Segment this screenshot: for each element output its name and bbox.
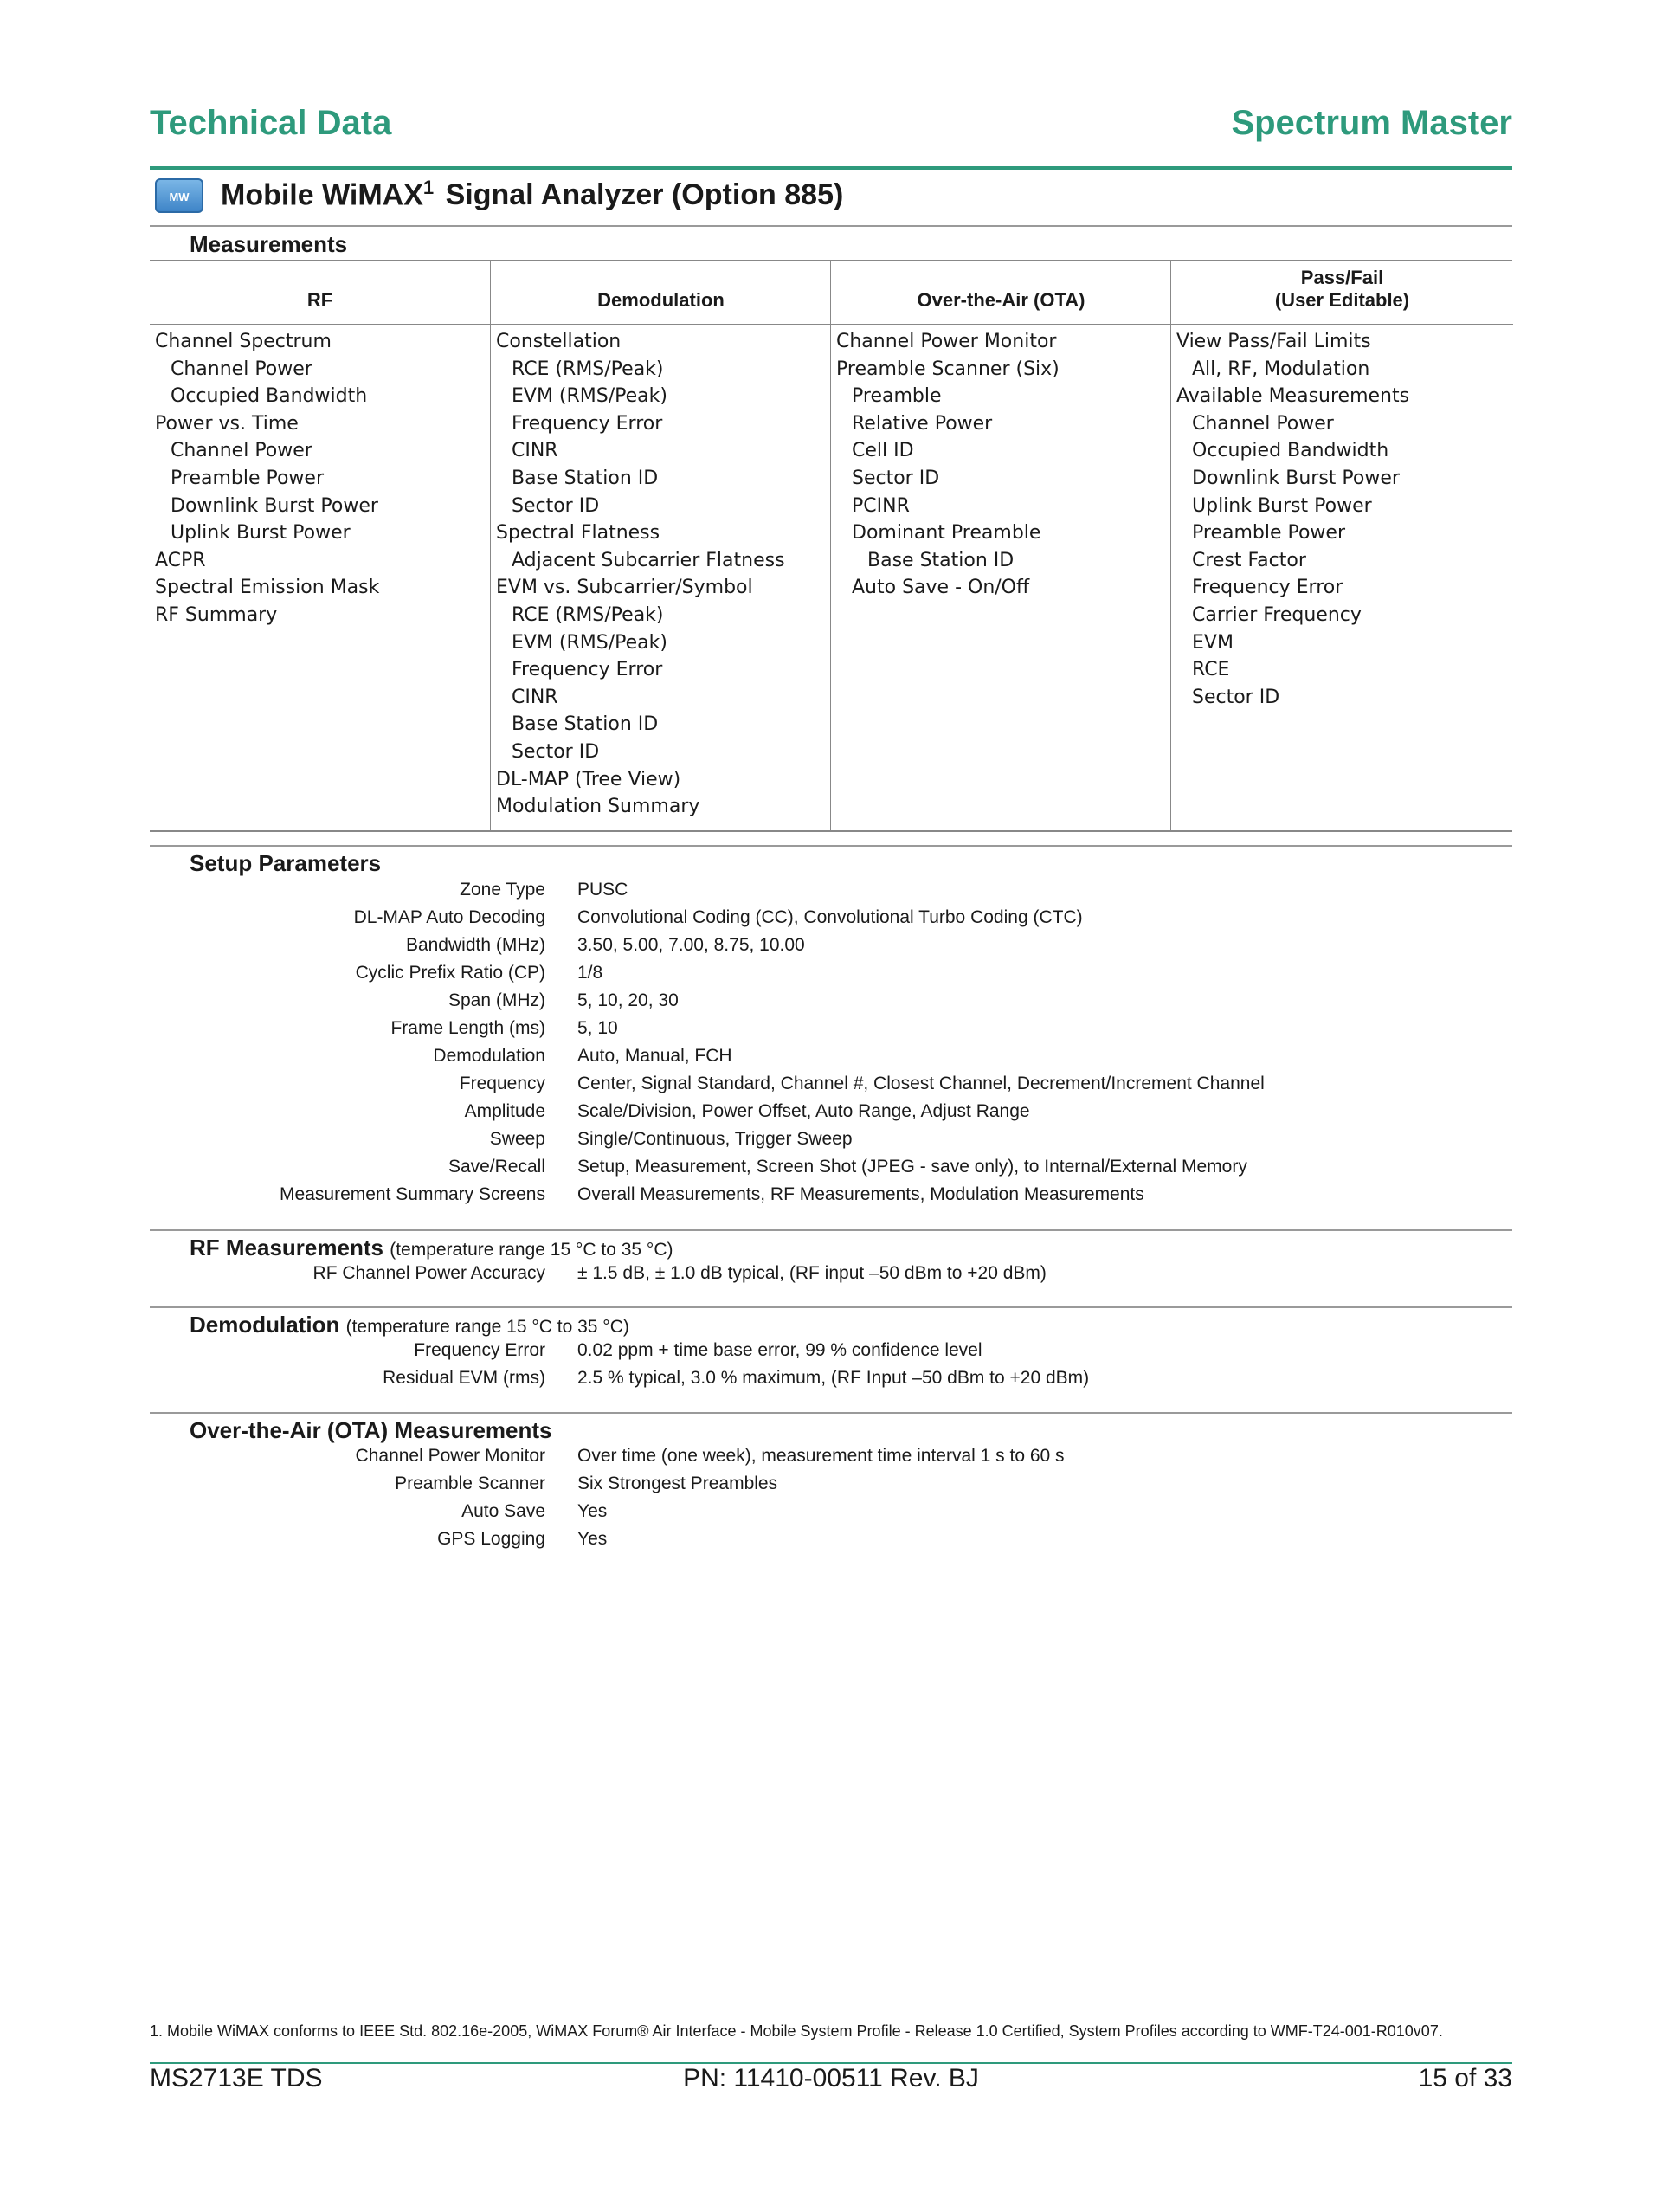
measurement-item: Channel Power Monitor: [836, 331, 1057, 352]
column-header: [831, 261, 1171, 325]
footer-part-number: PN: 11410-00511 Rev. BJ: [683, 2064, 979, 2093]
measurement-item: Preamble Power: [1192, 522, 1346, 545]
measurement-item: Downlink Burst Power: [1192, 467, 1400, 489]
measurement-item: Frequency Error: [1192, 577, 1343, 599]
spec-value: 3.50, 5.00, 7.00, 8.75, 10.00: [577, 935, 805, 955]
measurement-item: Spectral Emission Mask: [155, 577, 380, 599]
spec-value: 2.5 % typical, 3.0 % maximum, (RF Input –50 dBm to +20 dBm): [577, 1368, 1090, 1388]
spec-label: Measurement Summary Screens: [280, 1184, 545, 1204]
measurement-item: Adjacent Subcarrier Flatness: [512, 549, 785, 571]
measurements-table: [150, 260, 1512, 832]
spec-row: [150, 1018, 1512, 1046]
section-title-part2: Signal Analyzer (Option 885): [445, 178, 844, 212]
measurement-item: Sector ID: [512, 740, 600, 763]
column-items: [155, 328, 379, 629]
spec-value: Setup, Measurement, Screen Shot (JPEG - save only), to Internal/External Memory: [577, 1157, 1247, 1177]
divider: [150, 225, 1512, 227]
spec-label: Cyclic Prefix Ratio (CP): [355, 963, 545, 983]
spec-label: GPS Logging: [437, 1529, 545, 1549]
measurement-item: Uplink Burst Power: [171, 522, 351, 545]
page: [150, 0, 1512, 2212]
spec-value: Over time (one week), measurement time interval 1 s to 60 s: [577, 1446, 1065, 1466]
spec-label: Span (MHz): [448, 990, 545, 1010]
measurement-item: Occupied Bandwidth: [171, 385, 368, 408]
rf-measurements-heading: [190, 1235, 673, 1261]
divider: [150, 1229, 1512, 1231]
spec-value: Convolutional Coding (CC), Convolutional Turbo Coding (CTC): [577, 907, 1083, 927]
demodulation-column: [490, 261, 831, 830]
spec-row: [150, 1129, 1512, 1157]
spec-label: Sweep: [489, 1129, 545, 1149]
divider: [150, 845, 1512, 847]
measurement-item: Sector ID: [1192, 686, 1280, 708]
measurement-item: RF Summary: [155, 603, 278, 626]
measurement-item: Auto Save - On/Off: [852, 577, 1030, 599]
measurement-item: RCE (RMS/Peak): [512, 603, 664, 626]
measurement-item: EVM: [1192, 631, 1234, 654]
measurement-item: Modulation Summary: [496, 796, 700, 818]
header-left-title: Technical Data: [150, 104, 392, 142]
setup-heading: Setup Parameters: [190, 850, 382, 876]
measurement-item: Crest Factor: [1192, 549, 1306, 571]
measurement-item: Preamble Scanner (Six): [836, 358, 1060, 380]
spec-row: [150, 907, 1512, 935]
measurement-item: Downlink Burst Power: [171, 494, 378, 517]
spec-value: Overall Measurements, RF Measurements, Modulation Measurements: [577, 1184, 1144, 1204]
measurement-item: Base Station ID: [512, 713, 659, 736]
spec-value: ± 1.5 dB, ± 1.0 dB typical, (RF input –50 dBm to +20 dBm): [577, 1263, 1047, 1283]
spec-label: Frequency Error: [414, 1340, 545, 1360]
spec-row: [150, 990, 1512, 1018]
measurement-item: Frequency Error: [512, 412, 663, 435]
pass-fail-column: [1170, 261, 1513, 830]
measurement-item: Base Station ID: [512, 467, 659, 489]
measurement-item: Dominant Preamble: [852, 522, 1041, 545]
rf-column: [150, 261, 490, 830]
spec-row: [150, 1184, 1512, 1212]
spec-row: [150, 1340, 1512, 1368]
spec-value: 1/8: [577, 963, 603, 983]
footer-doc-id: MS2713E TDS: [150, 2064, 323, 2093]
page-header: [150, 104, 1512, 170]
spec-value: 5, 10, 20, 30: [577, 990, 679, 1010]
measurement-item: Uplink Burst Power: [1192, 494, 1372, 517]
spec-label: Auto Save: [461, 1501, 545, 1521]
column-header-line1: Demodulation: [597, 289, 725, 311]
divider: [150, 1412, 1512, 1414]
spec-row: [150, 1446, 1512, 1474]
measurement-item: RCE (RMS/Peak): [512, 358, 664, 380]
spec-value: Single/Continuous, Trigger Sweep: [577, 1129, 853, 1149]
column-items: [1176, 328, 1409, 711]
spec-label: Zone Type: [460, 880, 545, 900]
spec-value: Yes: [577, 1501, 608, 1521]
spec-row: [150, 1501, 1512, 1529]
spec-row: [150, 1529, 1512, 1557]
measurement-item: EVM (RMS/Peak): [512, 631, 667, 654]
demodulation-title: Demodulation: [190, 1312, 340, 1338]
measurement-item: Sector ID: [852, 467, 940, 489]
temperature-note: (temperature range 15 °C to 35 °C): [345, 1317, 629, 1337]
spec-row: [150, 1474, 1512, 1501]
temperature-note: (temperature range 15 °C to 35 °C): [390, 1240, 673, 1260]
measurements-heading: Measurements: [190, 231, 348, 257]
measurement-item: CINR: [512, 686, 558, 708]
spec-row: [150, 1074, 1512, 1101]
column-items: [836, 328, 1060, 602]
spec-row: [150, 1157, 1512, 1184]
measurement-item: Preamble: [852, 385, 942, 408]
measurement-item: Carrier Frequency: [1192, 603, 1362, 626]
measurement-item: Channel Power: [171, 358, 312, 380]
measurement-item: View Pass/Fail Limits: [1176, 331, 1371, 352]
spec-label: Preamble Scanner: [395, 1474, 545, 1493]
spec-value: PUSC: [577, 880, 628, 900]
spec-row: [150, 880, 1512, 907]
measurement-item: Power vs. Time: [155, 412, 299, 435]
spec-label: Bandwidth (MHz): [405, 935, 545, 955]
measurement-item: CINR: [512, 440, 558, 462]
spec-label: Frequency: [459, 1074, 545, 1093]
column-header-line2: (User Editable): [1274, 289, 1410, 311]
spec-value: Scale/Division, Power Offset, Auto Range, Adjust Range: [577, 1101, 1030, 1121]
footnote-ref: 1: [422, 177, 435, 198]
spec-label: Demodulation: [433, 1046, 545, 1066]
spec-row: [150, 1101, 1512, 1129]
spec-value: 0.02 ppm + time base error, 99 % confidence level: [577, 1340, 982, 1360]
measurement-item: Constellation: [496, 331, 622, 352]
spec-label: Residual EVM (rms): [383, 1368, 545, 1388]
ota-column: [830, 261, 1171, 830]
ota-heading: Over-the-Air (OTA) Measurements: [190, 1417, 552, 1443]
footnote: 1. Mobile WiMAX conforms to IEEE Std. 802.16e-2005, WiMAX Forum® Air Interface - Mobile System Profile - Release 1.0 Certified, System Profiles according to WMF-T24-001-R010v07.: [150, 2022, 1443, 2040]
column-header: [1171, 261, 1513, 325]
measurement-item: EVM (RMS/Peak): [512, 385, 667, 408]
spec-label: Amplitude: [464, 1101, 545, 1121]
spec-value: Auto, Manual, FCH: [577, 1046, 732, 1066]
mobile-wimax-icon: MW: [155, 178, 203, 213]
spec-label: DL-MAP Auto Decoding: [353, 907, 545, 927]
divider: [150, 1306, 1512, 1308]
column-header-line1: RF: [306, 289, 333, 311]
column-header-line1: Over-the-Air (OTA): [917, 289, 1085, 311]
measurement-item: Spectral Flatness: [496, 522, 660, 545]
measurement-item: Occupied Bandwidth: [1192, 440, 1389, 462]
measurement-item: Preamble Power: [171, 467, 325, 489]
spec-label: Frame Length (ms): [390, 1018, 545, 1038]
spec-value: Yes: [577, 1529, 608, 1549]
measurement-item: Base Station ID: [867, 549, 1015, 571]
measurement-item: RCE: [1192, 659, 1230, 681]
measurement-item: DL-MAP (Tree View): [496, 768, 681, 790]
column-header-line1: Pass/Fail: [1300, 267, 1384, 288]
header-right-title: Spectrum Master: [1231, 104, 1512, 142]
measurement-item: Channel Power: [1192, 412, 1334, 435]
demodulation-heading: [190, 1312, 629, 1338]
section-title-text: [221, 177, 843, 212]
measurement-item: Channel Spectrum: [155, 331, 332, 352]
spec-value: Six Strongest Preambles: [577, 1474, 778, 1493]
spec-value: 5, 10: [577, 1018, 618, 1038]
measurement-item: EVM vs. Subcarrier/Symbol: [496, 577, 753, 599]
measurement-item: PCINR: [852, 494, 910, 517]
spec-value: Center, Signal Standard, Channel #, Closest Channel, Decrement/Increment Channel: [577, 1074, 1265, 1093]
spec-row: [150, 935, 1512, 963]
spec-row: [150, 1046, 1512, 1074]
column-header: [150, 261, 490, 325]
section-title: [150, 170, 1512, 225]
measurement-item: Available Measurements: [1176, 385, 1410, 408]
footer-page-number: 15 of 33: [1418, 2064, 1512, 2093]
measurement-item: Relative Power: [852, 412, 993, 435]
rf-measurements-title: RF Measurements: [190, 1235, 383, 1261]
spec-row: [150, 963, 1512, 990]
measurement-item: Frequency Error: [512, 659, 663, 681]
measurement-item: All, RF, Modulation: [1192, 358, 1370, 380]
measurement-item: Sector ID: [512, 494, 600, 517]
measurement-item: ACPR: [155, 549, 206, 571]
spec-label: Save/Recall: [448, 1157, 545, 1177]
spec-row: [150, 1368, 1512, 1396]
column-items: [496, 328, 785, 821]
spec-label: Channel Power Monitor: [355, 1446, 545, 1466]
column-header: [491, 261, 831, 325]
spec-row: [150, 1263, 1512, 1291]
spec-label: RF Channel Power Accuracy: [312, 1263, 545, 1283]
measurement-item: Cell ID: [852, 440, 914, 462]
measurement-item: Channel Power: [171, 440, 312, 462]
section-title-part1: Mobile WiMAX: [221, 178, 423, 212]
